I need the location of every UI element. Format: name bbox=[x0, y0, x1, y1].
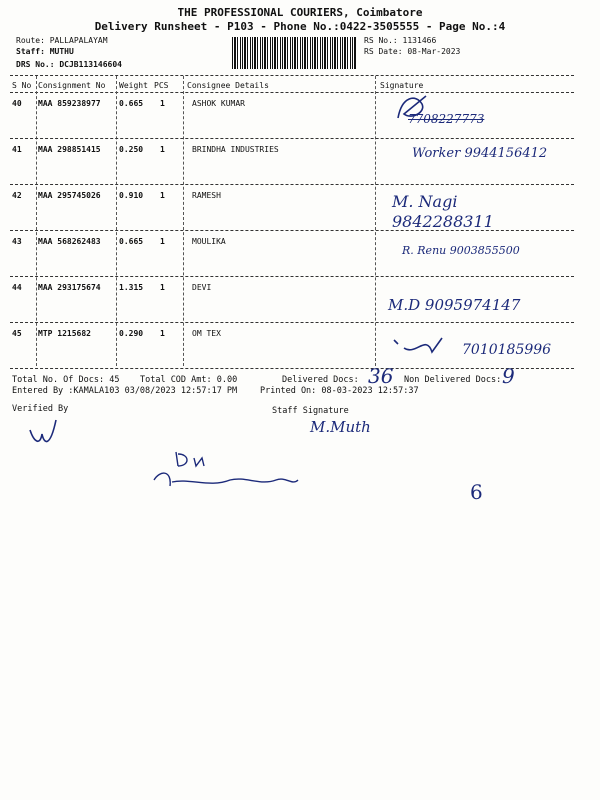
row-sno: 40 bbox=[12, 99, 22, 108]
row-signature: M.D 9095974147 bbox=[388, 296, 521, 314]
handwritten-signature bbox=[150, 446, 310, 502]
row-signature: R. Renu 9003855500 bbox=[402, 244, 520, 257]
row-consignment: MAA 568262483 bbox=[38, 237, 101, 246]
non-delivered-docs-value: 9 bbox=[502, 364, 515, 388]
col-header-pcs: PCS bbox=[154, 81, 169, 90]
col-header-weight: Weight bbox=[119, 81, 148, 90]
row-consignment: MAA 293175674 bbox=[38, 283, 101, 292]
table-bottom-rule bbox=[10, 368, 574, 369]
row-sno: 44 bbox=[12, 283, 22, 292]
delivered-docs-label: Delivered Docs: bbox=[282, 375, 359, 385]
row-consignee: DEVI bbox=[192, 283, 212, 292]
row-consignment: MAA 295745026 bbox=[38, 191, 101, 200]
rs-date-line: RS Date: 08-Mar-2023 bbox=[364, 47, 461, 56]
company-title: THE PROFESSIONAL COURIERS, Coimbatore bbox=[177, 6, 423, 19]
row-divider bbox=[10, 276, 574, 277]
row-weight: 0.290 bbox=[119, 329, 144, 338]
row-weight: 0.665 bbox=[119, 99, 144, 108]
row-consignee: RAMESH bbox=[192, 191, 221, 200]
row-divider bbox=[10, 184, 574, 185]
row-consignment: MTP 1215682 bbox=[38, 329, 91, 338]
page-mark: 6 bbox=[470, 480, 483, 504]
row-consignee: BRINDHA INDUSTRIES bbox=[192, 145, 279, 154]
row-sno: 43 bbox=[12, 237, 22, 246]
col-header-consignee: Consignee Details bbox=[187, 81, 269, 90]
row-signature: 7708227773 bbox=[408, 112, 485, 126]
row-signature: M. Nagi 9842288311 bbox=[392, 192, 494, 231]
verified-signature-mark bbox=[26, 414, 66, 454]
entered-by: Entered By :KAMALA103 03/08/2023 12:57:17 PM bbox=[12, 386, 238, 396]
row-weight: 0.665 bbox=[119, 237, 144, 246]
row-pcs: 1 bbox=[160, 191, 165, 200]
rs-no-value: 1131466 bbox=[402, 36, 437, 45]
row-pcs: 1 bbox=[160, 237, 165, 246]
staff-line: Staff: MUTHU bbox=[16, 47, 74, 56]
total-docs-value: 45 bbox=[109, 375, 120, 385]
route-line: Route: PALLAPALAYAM bbox=[16, 36, 108, 45]
row-sno: 45 bbox=[12, 329, 22, 338]
non-delivered-docs-label: Non Delivered Docs: bbox=[404, 375, 502, 385]
staff-signature-value: M.Muth bbox=[310, 418, 371, 436]
row-consignment: MAA 859238977 bbox=[38, 99, 101, 108]
row-weight: 1.315 bbox=[119, 283, 144, 292]
row-pcs: 1 bbox=[160, 283, 165, 292]
rs-date-value: 08-Mar-2023 bbox=[407, 47, 461, 56]
barcode-image bbox=[232, 37, 356, 69]
row-divider bbox=[10, 138, 574, 139]
row-sno: 42 bbox=[12, 191, 22, 200]
table-top-rule bbox=[10, 75, 574, 76]
signature-scribble bbox=[390, 330, 460, 364]
rs-no-line: RS No.: 1131466 bbox=[364, 36, 437, 45]
row-pcs: 1 bbox=[160, 99, 165, 108]
row-divider bbox=[10, 230, 574, 231]
row-weight: 0.250 bbox=[119, 145, 144, 154]
drs-value: DCJB113146604 bbox=[59, 60, 122, 69]
delivered-docs-value: 36 bbox=[368, 364, 394, 388]
staff-signature-label: Staff Signature bbox=[272, 406, 349, 416]
totals-line: Total No. Of Docs: 45 Total COD Amt: 0.00 bbox=[12, 375, 238, 385]
row-sno: 41 bbox=[12, 145, 22, 154]
cod-value: 0.00 bbox=[216, 375, 238, 385]
staff-value: MUTHU bbox=[49, 47, 74, 56]
route-value: PALLAPALAYAM bbox=[49, 36, 108, 45]
row-consignee: ASHOK KUMAR bbox=[192, 99, 245, 108]
col-header-signature: Signature bbox=[380, 81, 424, 90]
runsheet-subtitle: Delivery Runsheet - P103 - Phone No.:0422-3505555 - Page No.:4 bbox=[94, 20, 506, 33]
row-consignee: MOULIKA bbox=[192, 237, 226, 246]
verified-by-label: Verified By bbox=[12, 404, 69, 414]
row-consignment: MAA 298851415 bbox=[38, 145, 101, 154]
col-header-consignment: Consignment No bbox=[38, 81, 106, 90]
row-signature: Worker 9944156412 bbox=[412, 146, 548, 161]
printed-on: Printed On: 08-03-2023 12:57:37 bbox=[260, 386, 419, 396]
row-divider bbox=[10, 322, 574, 323]
col-header-sno: S No bbox=[12, 81, 32, 90]
row-pcs: 1 bbox=[160, 329, 165, 338]
table-header-rule bbox=[10, 92, 574, 93]
row-consignee: OM TEX bbox=[192, 329, 221, 338]
row-pcs: 1 bbox=[160, 145, 165, 154]
row-weight: 0.910 bbox=[119, 191, 144, 200]
drs-line: DRS No.: DCJB113146604 bbox=[16, 60, 122, 69]
signature-scribble bbox=[392, 90, 432, 126]
row-signature: 7010185996 bbox=[462, 342, 552, 358]
